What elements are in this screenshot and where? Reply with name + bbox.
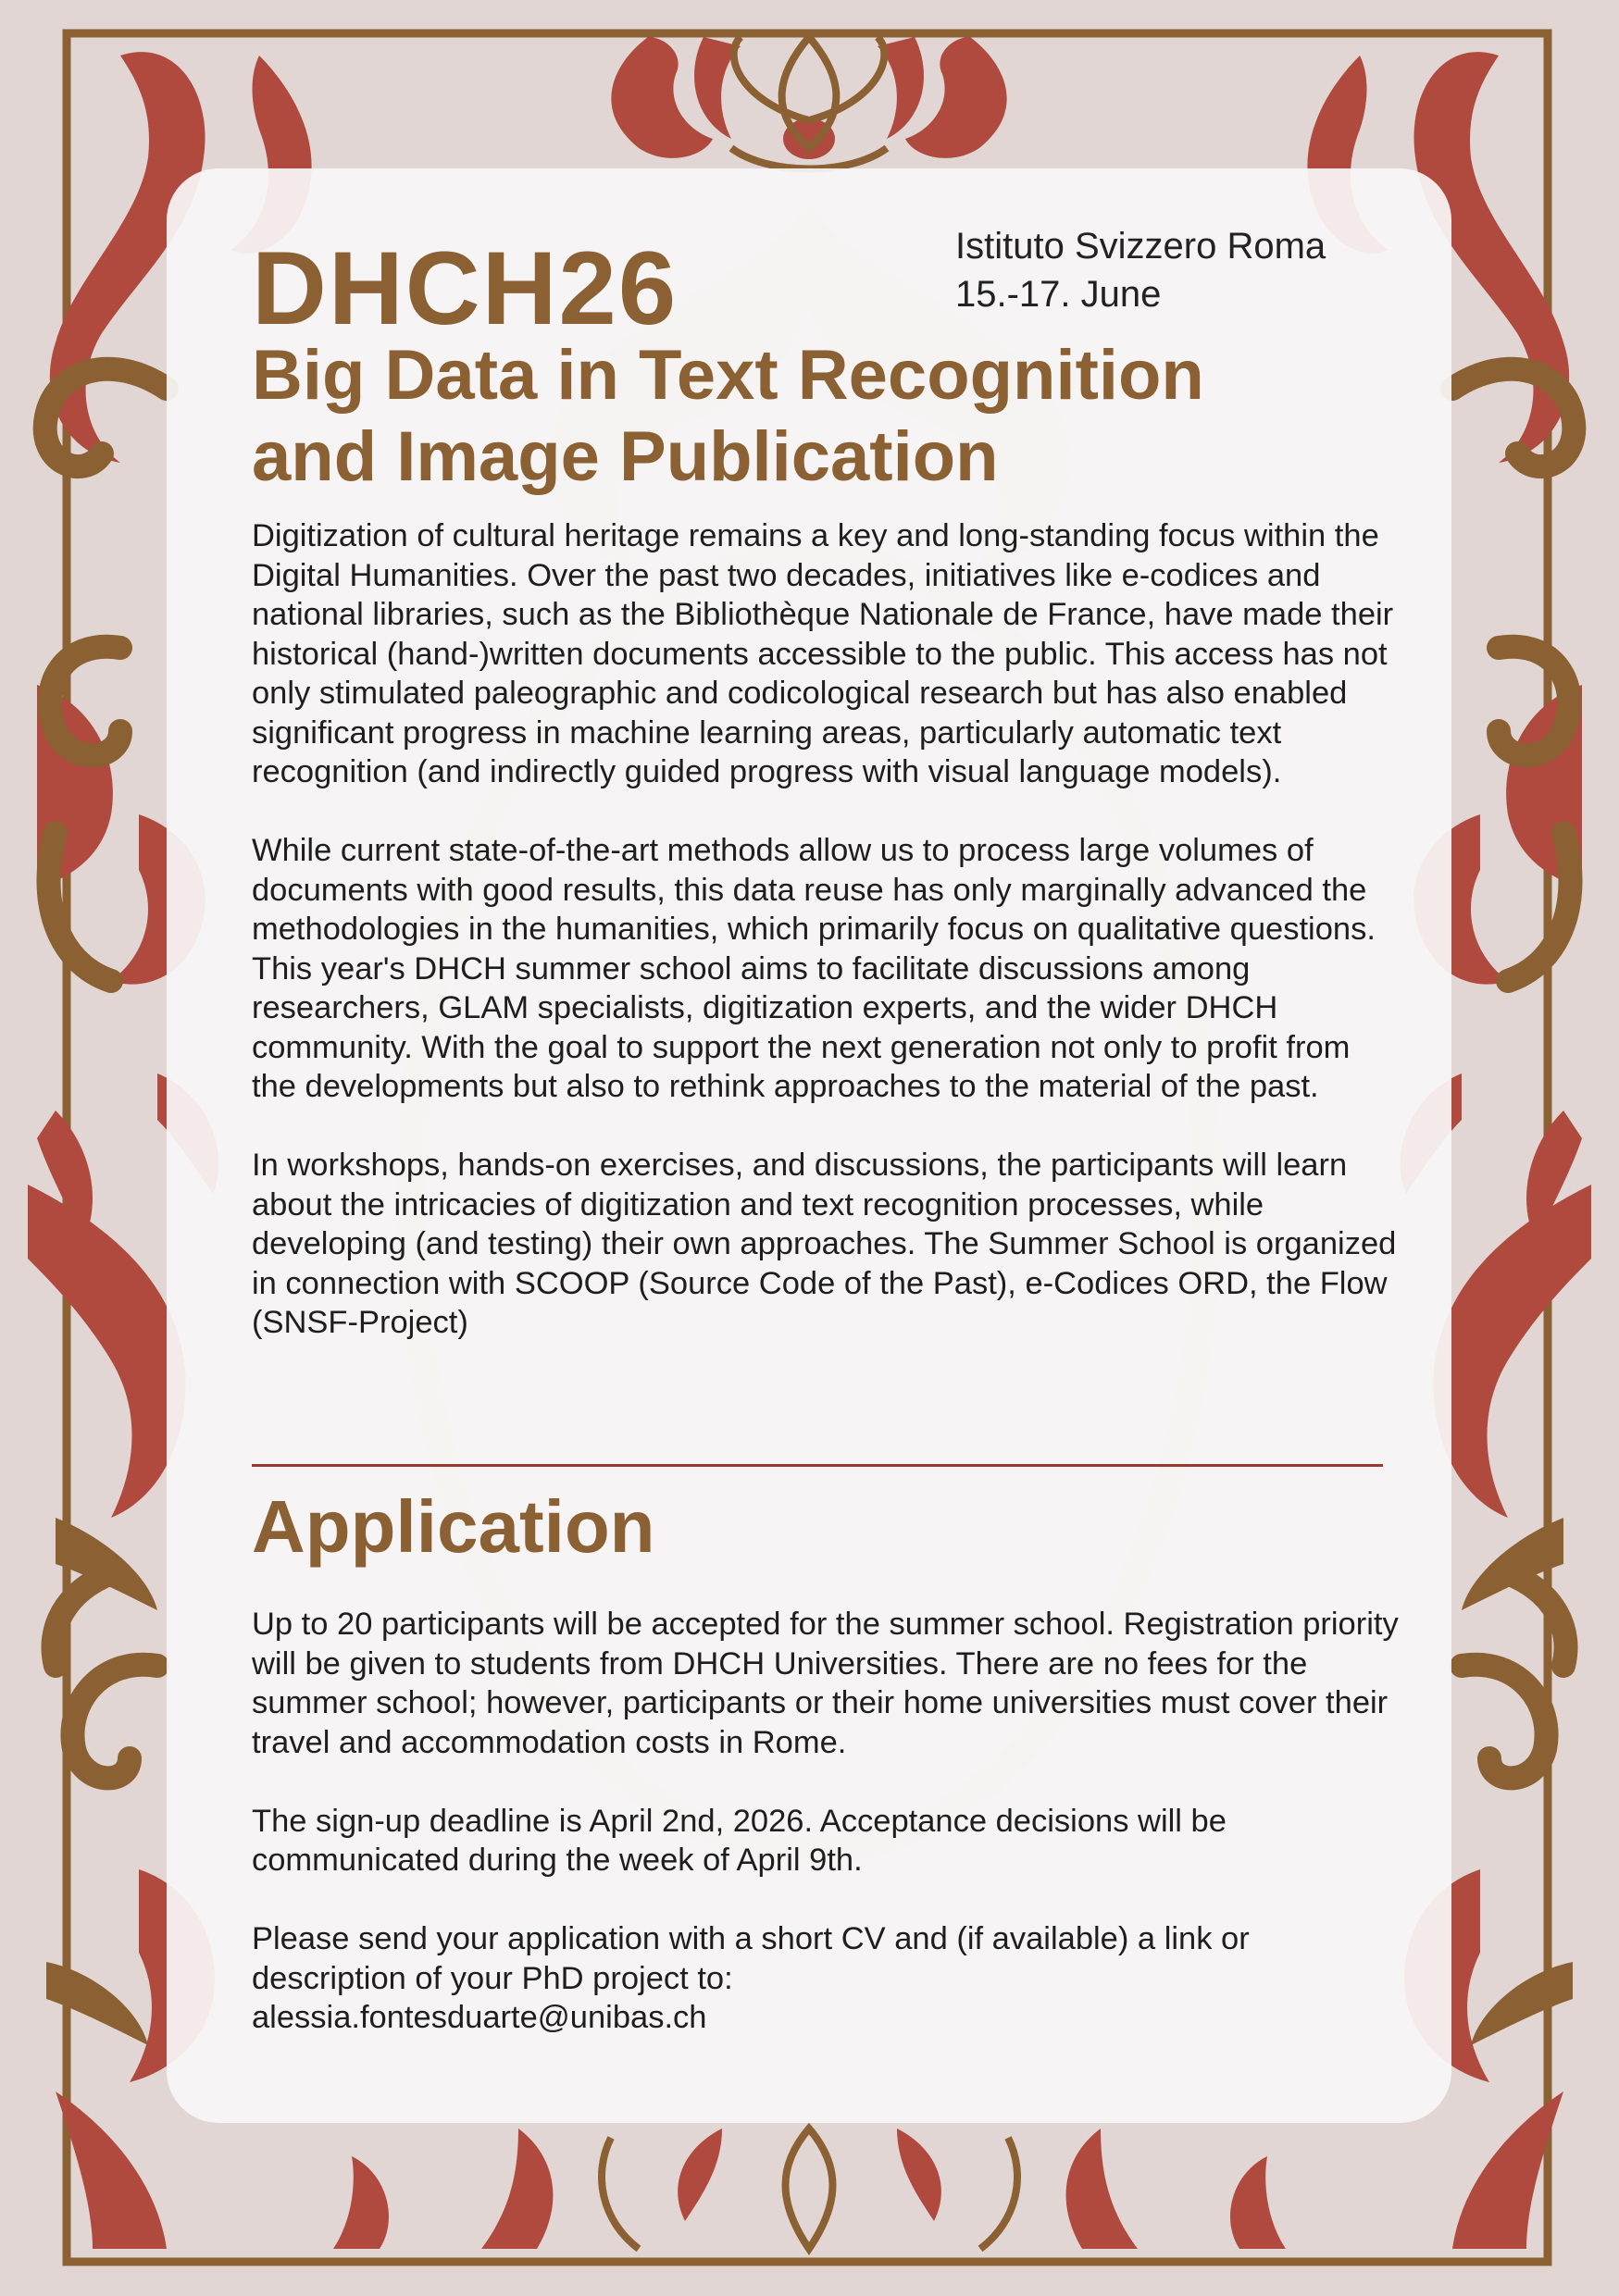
event-title-line-1: Big Data in Text Recognition [252,336,1204,415]
intro-paragraph: In workshops, hands-on exercises, and discussions, the participants will learn about the intricacies of digitization and text recognition processes, while developing (and testing) their own approaches. The Summer School is organized in connection with SCOOP (Source Code of the Past), e-Codices ORD, the Flow (SNSF-Project) [252,1148,1397,1340]
contact-email[interactable]: alessia.fontesduarte@unibas.ch [252,2000,707,2035]
intro-paragraph: While current state-of-the-art methods allow us to process large volumes of documents with good results, this data reuse has only marginally advanced the methodologies in the humanities, which primarily focus on qualitative questions. This year's DHCH summer school aims to facilitate discussions among researchers, GLAM specialists, digitization experts, and the wider DHCH community. With the goal to support the next generation not only to profit from the developments but also to rethink approaches to the material of the past. [252,833,1376,1104]
intro-paragraph: Digitization of cultural heritage remains a key and long-standing focus within the Digital Humanities. Over the past two decades, initiatives like e-codices and national libraries, such as the Bibliothèque Nationale de France, have made their historical (hand-)written documents accessible to the public. This access has not only stimulated paleographic and codicological research but has also enabled significant progress in machine learning areas, particularly automatic text recognition (and indirectly guided progress with visual language models). [252,518,1394,789]
event-title-line-2: and Image Publication [252,417,999,496]
application-section [252,1605,1400,2038]
section-divider [252,1464,1383,1467]
venue-name: Istituto Svizzero Roma [955,226,1326,267]
application-heading: Application [252,1485,655,1568]
event-acronym: DHCH26 [252,230,679,346]
event-title [252,335,1455,498]
event-venue-dates [955,222,1437,318]
intro-section [252,516,1400,1382]
application-paragraph: Up to 20 participants will be accepted for the summer school. Registration priority will be given to students from DHCH Universities. There are no fees for the summer school; however, participants or their home universities must cover their travel and accommodation costs in Rome. [252,1607,1399,1760]
application-paragraph: Please send your application with a short CV and (if available) a link or description of your PhD project to: [252,1921,1250,1996]
application-paragraph: The sign-up deadline is April 2nd, 2026. Acceptance decisions will be communicated during the week of April 9th. [252,1803,1227,1878]
event-dates: 15.-17. June [955,274,1162,315]
